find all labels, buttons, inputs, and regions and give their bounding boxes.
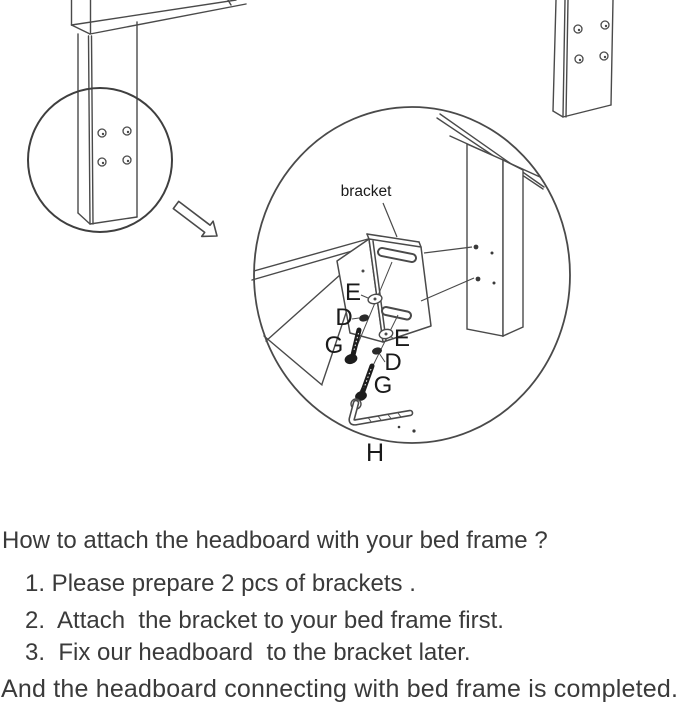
label-d-upper: D (335, 304, 353, 331)
instruction-step-1: 1. Please prepare 2 pcs of brackets . (25, 570, 416, 597)
instructions-footer: And the headboard connecting with bed frame is completed. (1, 675, 679, 703)
label-h-allen-key: H (365, 439, 385, 467)
bracket-label: bracket (340, 183, 392, 200)
instruction-step-2: 2. Attach the bracket to your bed frame first. (25, 607, 504, 634)
label-g-upper: G (324, 332, 344, 359)
label-e-upper: E (344, 279, 362, 306)
instruction-step-3: 3. Fix our headboard to the bracket later. (25, 639, 471, 666)
label-g-lower: G (373, 372, 393, 399)
instructions-heading: How to attach the headboard with your bed frame ? (2, 527, 548, 554)
label-e-lower: E (393, 325, 411, 352)
label-d-lower: D (384, 349, 402, 376)
